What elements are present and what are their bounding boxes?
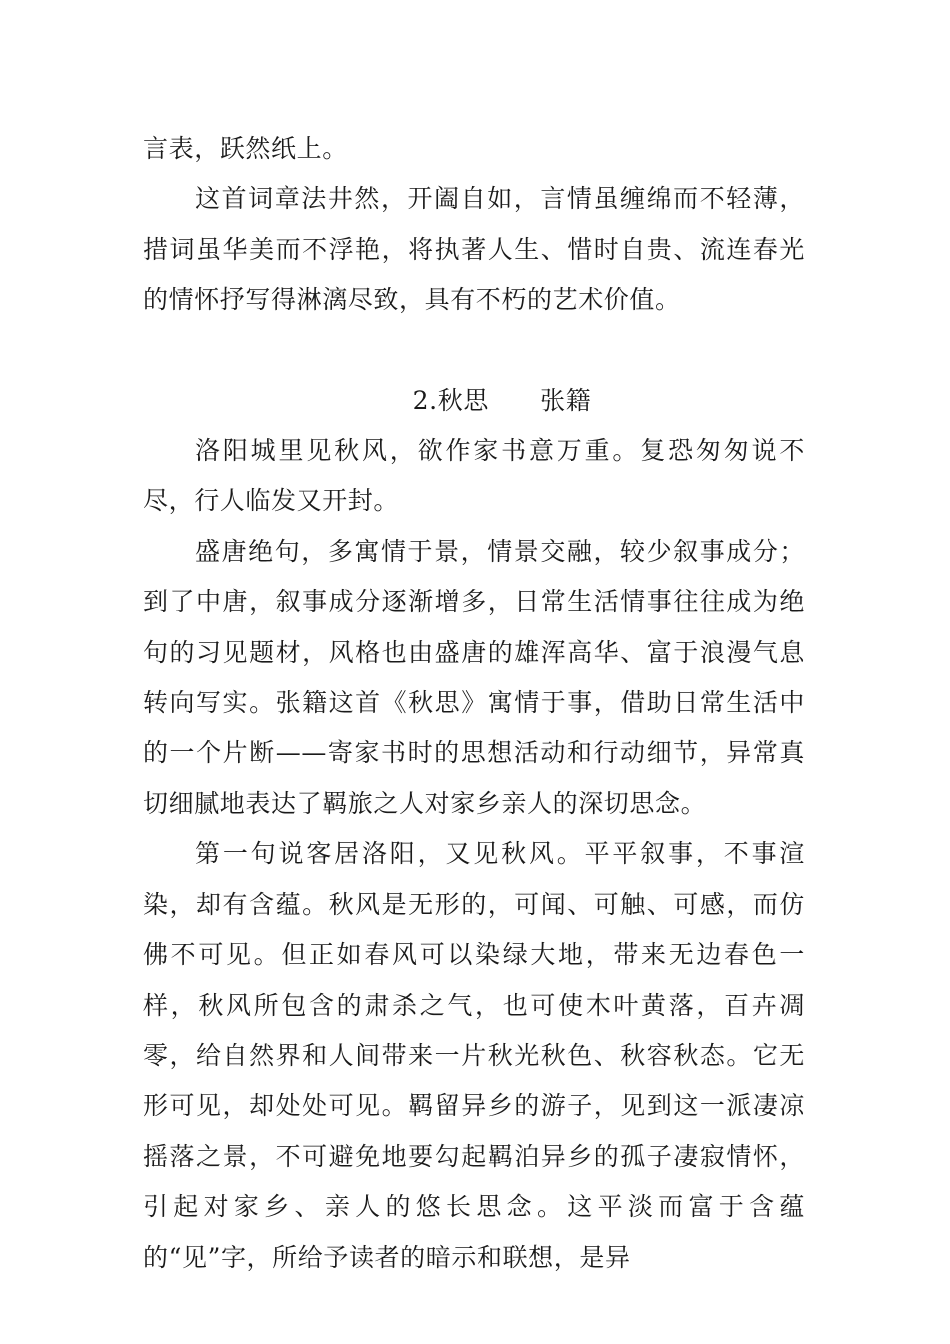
section-title: 2.秋思 张籍 [412, 385, 592, 415]
paragraph-ci-evaluation: 这首词章法井然，开阖自如，言情虽缠绵而不轻薄，措词虽华美而不浮艳，将执著人生、惜时自贵、流连春光的情怀抒写得淋漓尽致，具有不朽的艺术价值。 [143, 184, 805, 315]
paragraph-continuation: 言表，跃然纸上。 [143, 134, 348, 163]
poem-text: 洛阳城里见秋风，欲作家书意万重。复恐匆匆说不尽，行人临发又开封。 [143, 436, 805, 516]
commentary-paragraph-2: 第一句说客居洛阳，又见秋风。平平叙事，不事渲染，却有含蕴。秋风是无形的，可闻、可触、可感，而仿佛不可见。但正如春风可以染绿大地，带来无边春色一样，秋风所包含的肃杀之气，也可使木叶黄落，百卉凋零，给自然界和人间带来一片秋光秋色、秋容秋态。它无形可见，却处处可见。羁留异乡的游子，见到这一派凄凉摇落之景，不可避免地要勾起羁泊异乡的孤子凄寂情怀，引起对家乡、亲人的悠长思念。这平淡而富于含蕴的“见”字，所给予读者的暗示和联想，是异 [143, 839, 805, 1272]
commentary-paragraph-1: 盛唐绝句，多寓情于景，情景交融，较少叙事成分；到了中唐，叙事成分逐渐增多，日常生活情事往往成为绝句的习见题材，风格也由盛唐的雄浑高华、富于浪漫气息转向写实。张籍这首《秋思》寓情于事，借助日常生活中的一个片断——寄家书时的思想活动和行动细节，异常真切细腻地表达了羁旅之人对家乡亲人的深切思念。 [143, 536, 805, 818]
document-body [143, 124, 805, 1283]
